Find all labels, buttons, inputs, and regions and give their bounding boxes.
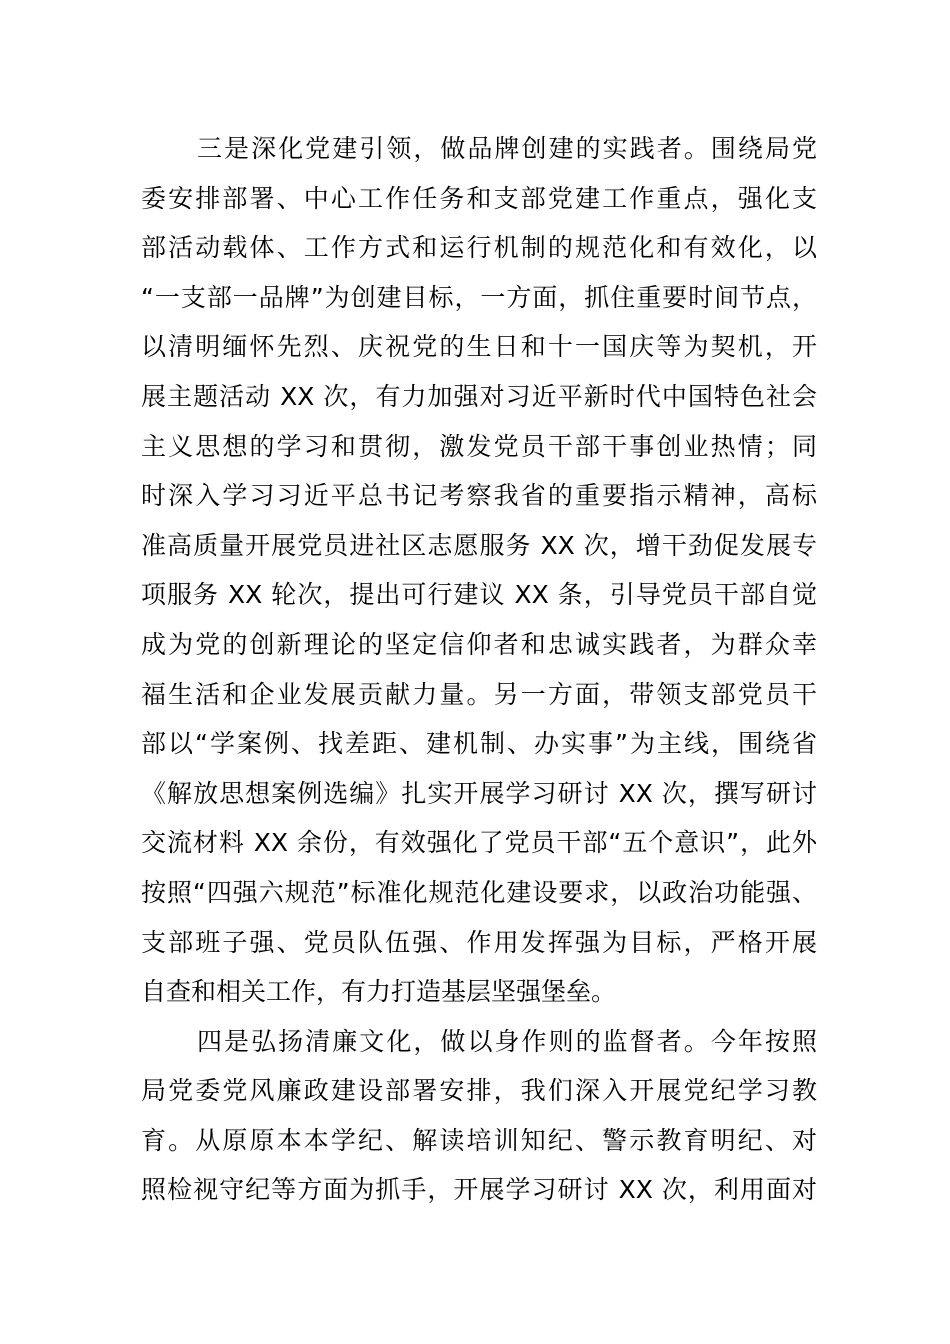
paragraph-1-line-16: 按照“四强六规范”标准化规范化建设要求，以政治功能强、 <box>141 877 817 907</box>
paragraph-1-line-9: 准高质量开展党员进社区志愿服务 XX 次，增干劲促发展专 <box>141 530 817 560</box>
paragraph-1-line-3: 部活动载体、工作方式和运行机制的规范化和有效化，以 <box>141 233 817 263</box>
paragraph-1-line-12: 福生活和企业发展贡献力量。另一方面，带领支部党员干 <box>141 679 817 709</box>
paragraph-1-line-6: 展主题活动 XX 次，有力加强对习近平新时代中国特色社会 <box>141 381 817 411</box>
paragraph-1-line-17: 支部班子强、党员队伍强、作用发挥强为目标，严格开展 <box>141 927 817 957</box>
paragraph-1-line-13: 部以“学案例、找差距、建机制、办实事”为主线，围绕省 <box>141 729 817 759</box>
paragraph-1-line-1: 三是深化党建引领，做品牌创建的实践者。围绕局党 <box>197 134 817 163</box>
paragraph-1-line-15: 交流材料 XX 余份，有效强化了党员干部“五个意识”，此外 <box>141 828 817 858</box>
paragraph-1-line-11: 成为党的创新理论的坚定信仰者和忠诚实践者，为群众幸 <box>141 629 817 659</box>
document-text-block <box>141 124 817 1215</box>
paragraph-1-line-14: 《解放思想案例选编》扎实开展学习研讨 XX 次，撰写研讨 <box>141 778 817 808</box>
paragraph-2-line-3: 育。从原原本本学纪、解读培训知纪、警示教育明纪、对 <box>141 1125 817 1155</box>
paragraph-1-line-7: 主义思想的学习和贯彻，激发党员干部干事创业热情；同 <box>141 431 817 461</box>
paragraph-2-line-2: 局党委党风廉政建设部署安排，我们深入开展党纪学习教 <box>141 1076 817 1106</box>
paragraph-1-line-8: 时深入学习习近平总书记考察我省的重要指示精神，高标 <box>141 481 817 511</box>
paragraph-1-line-2: 委安排部署、中心工作任务和支部党建工作重点，强化支 <box>141 183 817 213</box>
paragraph-1-line-10: 项服务 XX 轮次，提出可行建议 XX 条，引导党员干部自觉 <box>141 580 817 610</box>
paragraph-1-line-18: 自查和相关工作，有力打造基层坚强堡垒。 <box>141 977 617 1007</box>
paragraph-1-line-4: “一支部一品牌”为创建目标，一方面，抓住重要时间节点， <box>141 282 817 312</box>
paragraph-2-line-1: 四是弘扬清廉文化，做以身作则的监督者。今年按照 <box>197 1026 817 1056</box>
paragraph-1-line-5: 以清明缅怀先烈、庆祝党的生日和十一国庆等为契机，开 <box>141 332 817 362</box>
paragraph-2-line-4: 照检视守纪等方面为抓手，开展学习研讨 XX 次，利用面对 <box>141 1175 817 1205</box>
